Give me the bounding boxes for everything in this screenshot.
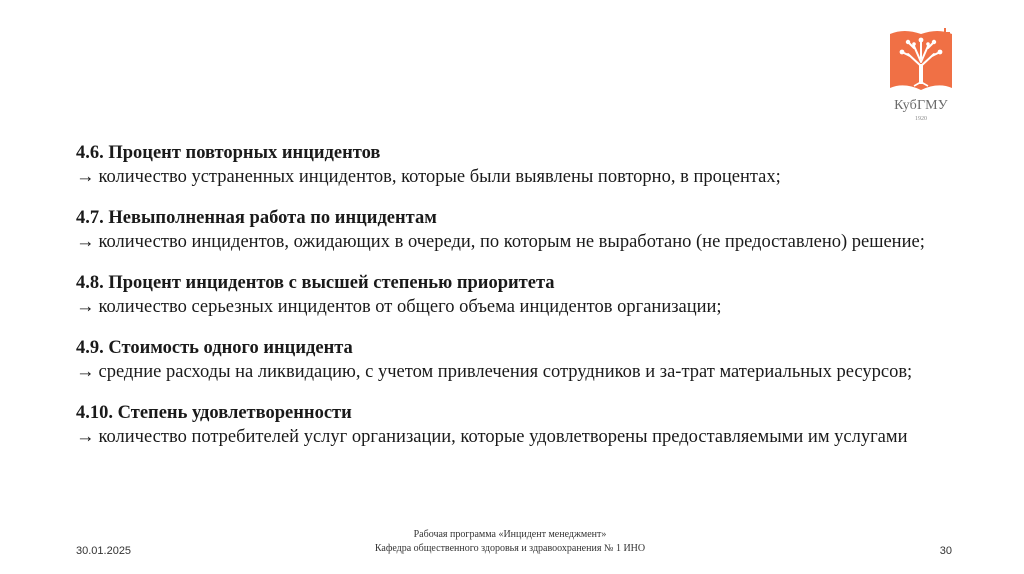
logo-year: 1920 (915, 116, 927, 122)
section-description (76, 295, 953, 319)
university-logo (886, 28, 956, 132)
section-4-7 (76, 206, 953, 254)
section-description-text: количество серьезных инцидентов от общего объема инцидентов организации; (98, 297, 722, 317)
section-description (76, 425, 953, 449)
logo-name: КубГМУ (894, 98, 948, 113)
section-title: 4.6. Процент повторных инцидентов (76, 143, 381, 163)
arrow-right-icon: → (76, 232, 95, 252)
section-4-6 (76, 141, 953, 189)
footer-program: Рабочая программа «Инцидент менеджмент» (413, 529, 607, 540)
footer-date: 30.01.2025 (76, 545, 132, 557)
section-4-8 (76, 271, 953, 319)
section-description-text: количество устраненных инцидентов, которые были выявлены повторно, в процентах; (98, 167, 781, 187)
arrow-right-icon: → (76, 167, 95, 187)
section-description-text: количество потребителей услуг организации, которые удовлетворены предоставляемыми им услугами (98, 427, 908, 447)
section-title: 4.8. Процент инцидентов с высшей степенью приоритета (76, 273, 555, 293)
arrow-right-icon: → (76, 362, 95, 382)
section-title: 4.10. Степень удовлетворенности (76, 403, 352, 423)
arrow-right-icon: → (76, 297, 95, 317)
section-4-9 (76, 336, 953, 384)
section-title: 4.7. Невыполненная работа по инцидентам (76, 208, 437, 228)
section-description (76, 360, 953, 384)
section-description-text: средние расходы на ликвидацию, с учетом привлечения сотрудников и за-трат материальных ресурсов; (98, 362, 913, 382)
section-4-10 (76, 401, 953, 449)
section-description-text: количество инцидентов, ожидающих в очереди, по которым не выработано (не предоставлено) решение; (98, 232, 925, 252)
slide-content (76, 141, 953, 466)
section-title: 4.9. Стоимость одного инцидента (76, 338, 353, 358)
section-description (76, 230, 953, 254)
page-number: 30 (939, 545, 952, 557)
footer-department: Кафедра общественного здоровья и здравоохранения № 1 ИНО (374, 543, 646, 554)
section-description (76, 165, 953, 189)
tree-book-icon (886, 28, 956, 100)
footer-info (300, 528, 720, 556)
arrow-right-icon: → (76, 427, 95, 447)
